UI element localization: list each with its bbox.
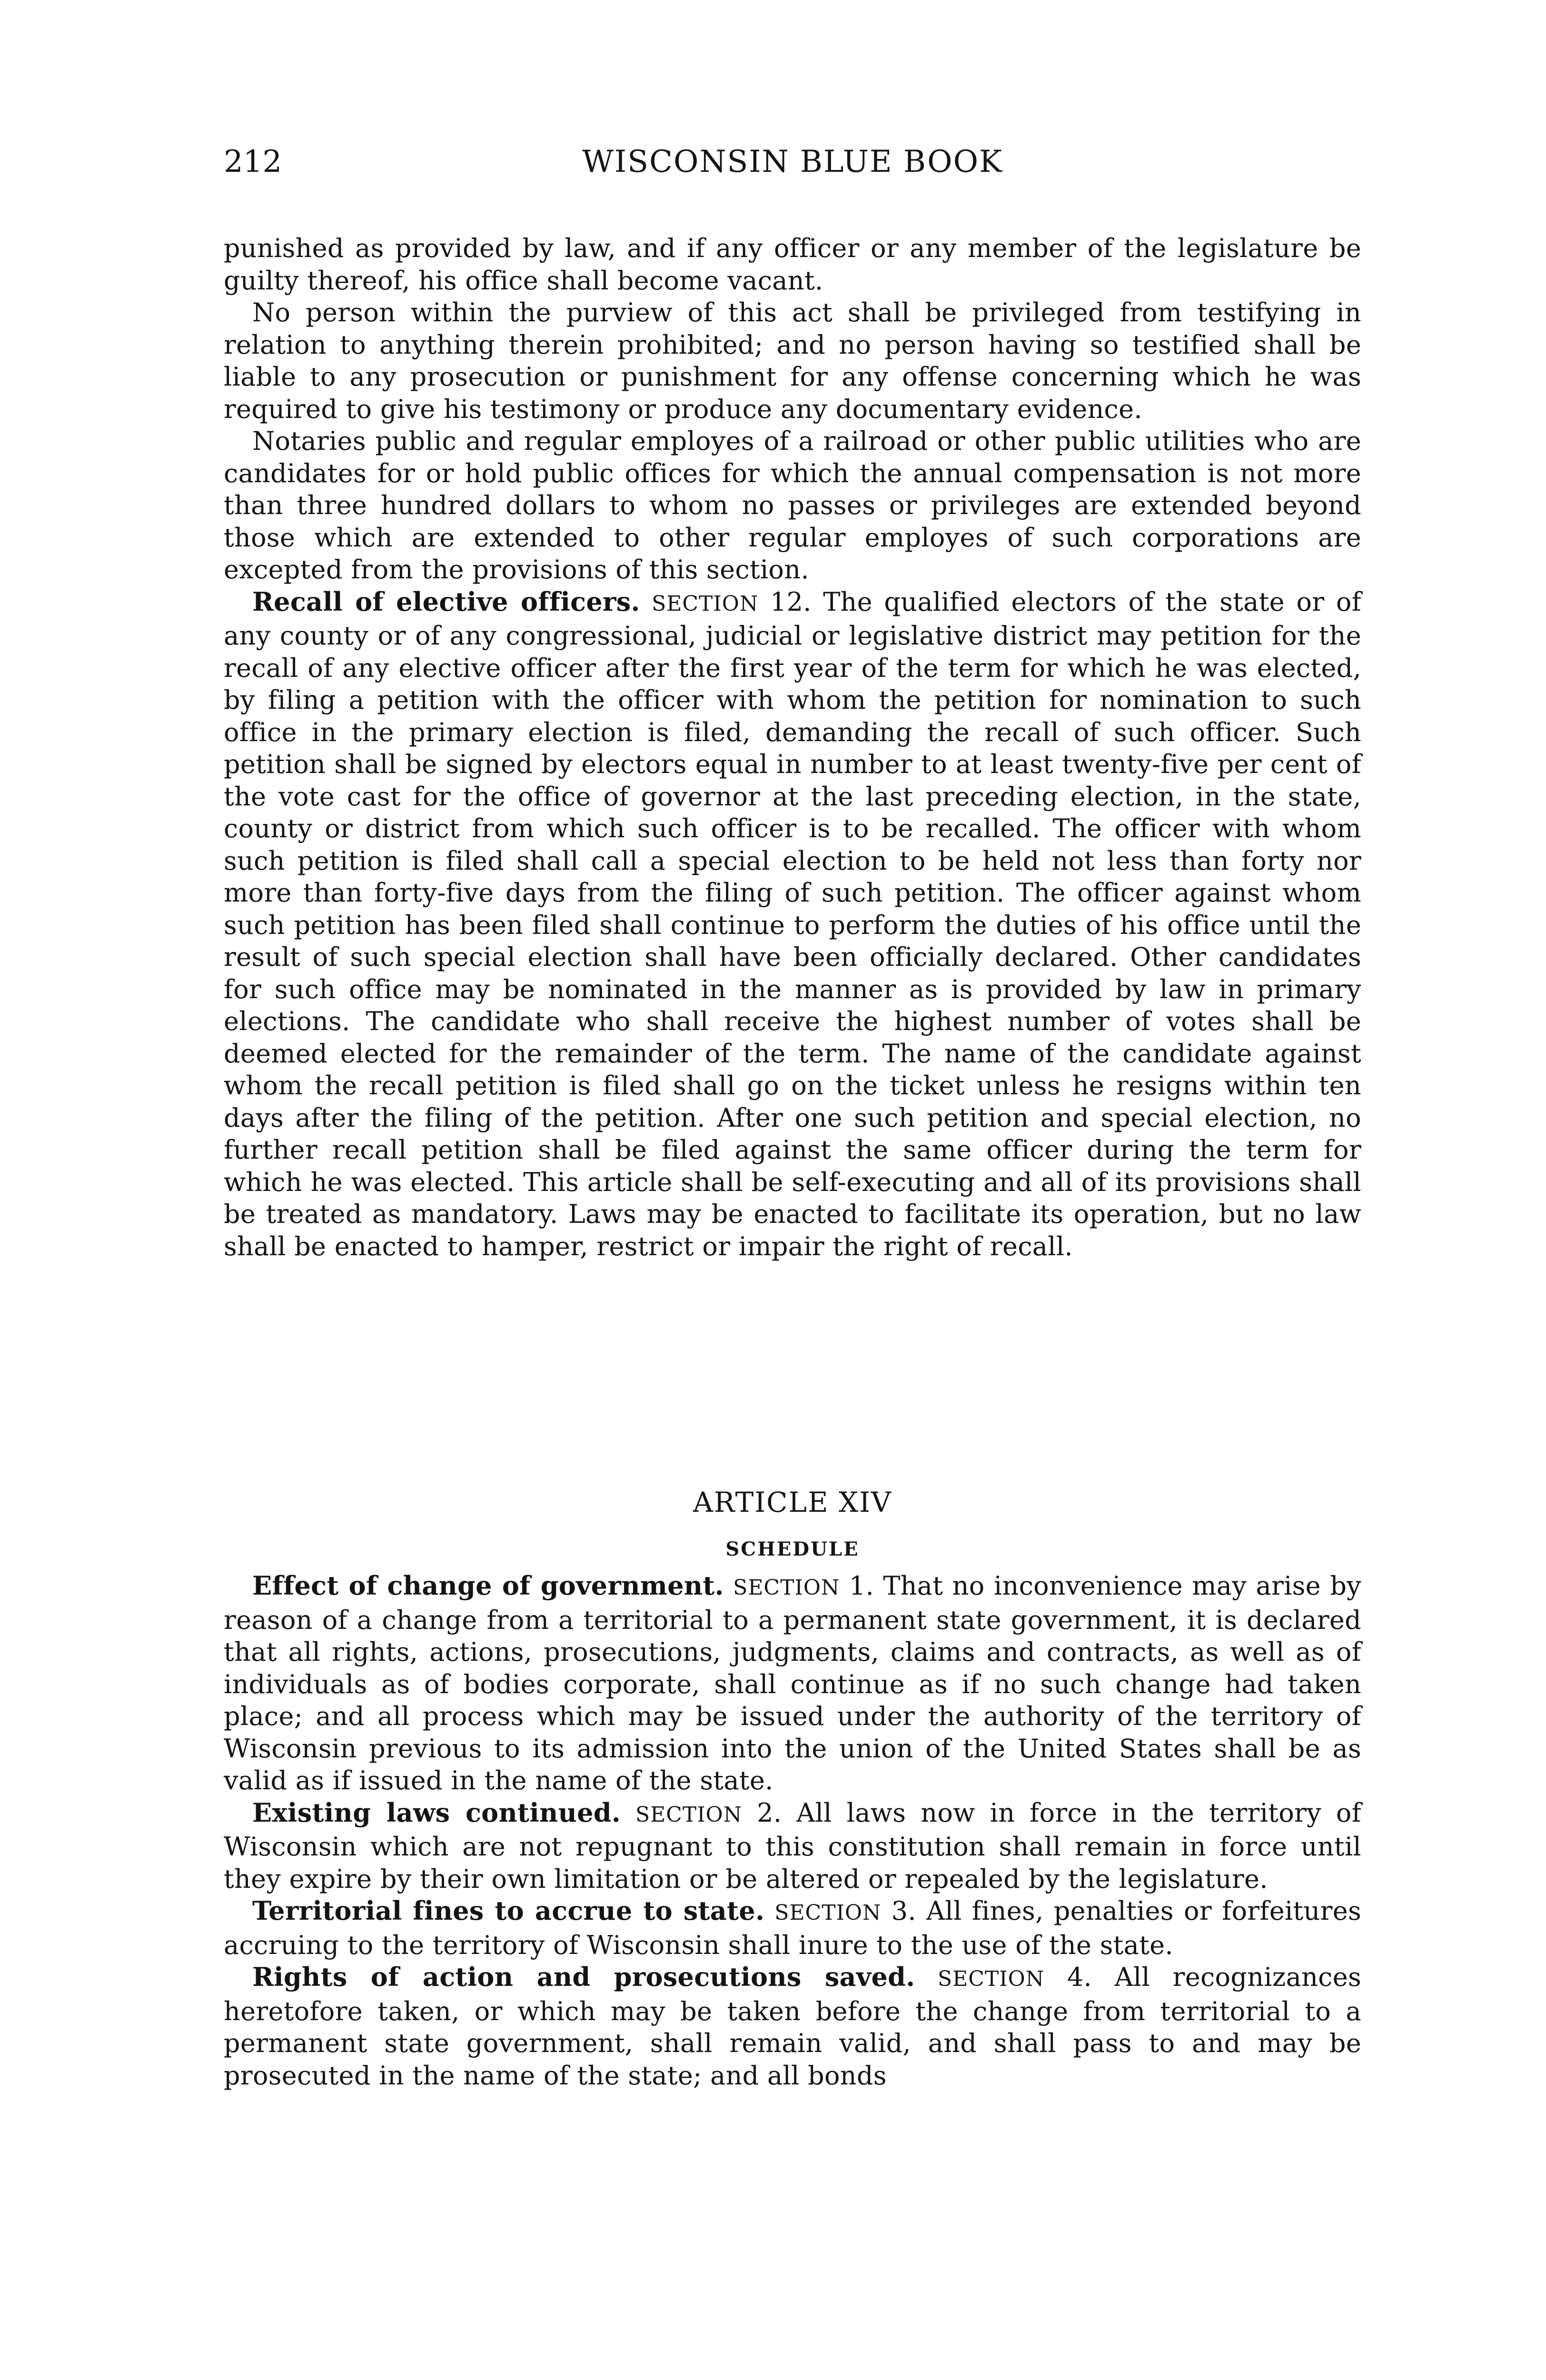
section-heading: Existing laws continued.	[252, 1797, 621, 1828]
section-heading: Territorial fines to accrue to state.	[252, 1895, 765, 1926]
section-number: 12.	[770, 586, 812, 617]
section-3-territorial-fines	[224, 1895, 1361, 1961]
section-text: That no inconvenience may arise by reason of a change from a territorial to a permanent state government, it is declared that all rights, actions, prosecutions, judgments, claims and contracts, as well as of individuals as of bodies corporate, shall continue as if no such change had taken place; and all process which may be issued under the authority of the territory of Wisconsin previous to its admission into the union of the United States shall be as valid as if issued in the name of the state.	[224, 1571, 1361, 1795]
section-heading: Rights of action and prosecutions saved.	[252, 1962, 915, 1992]
section-12-recall	[224, 586, 1361, 1263]
section-text: All fines, penalties or forfeitures accruing to the territory of Wisconsin shall inure to the use of the state.	[224, 1896, 1361, 1960]
paragraph-notaries: Notaries public and regular employes of a railroad or other public utilities who are candidates for or hold public offices for which the annual compensation is not more than three hundred dollars to whom no passes or privileges are extended beyond those which are extended to other regular employes of such corporations are excepted from the provisions of this section.	[224, 426, 1361, 585]
page-header	[224, 143, 1361, 181]
schedule-text-block	[224, 1570, 1361, 2092]
section-4-rights-of-action	[224, 1961, 1361, 2092]
section-label: SECTION	[774, 1901, 882, 1925]
section-label: SECTION	[937, 1967, 1045, 1991]
section-label: SECTION	[635, 1802, 743, 1827]
page-number: 212	[224, 144, 282, 179]
section-heading: Recall of elective officers.	[252, 586, 640, 617]
section-text: All laws now in force in the territory of Wisconsin which are not repugnant to this constitution shall remain in force until they expire by their own limitation or be altered or repealed by the legislature.	[224, 1797, 1361, 1894]
section-1-effect-of-change	[224, 1570, 1361, 1797]
section-label: SECTION	[652, 591, 759, 616]
section-number: 1.	[849, 1571, 874, 1601]
section-number: 3.	[891, 1896, 916, 1926]
paragraph-continuation: punished as provided by law, and if any officer or any member of the legislature be guilty thereof, his office shall become vacant.	[224, 233, 1361, 296]
paragraph-no-privilege: No person within the purview of this act shall be privileged from testifying in relation to anything therein prohibited; and no person having so testified shall be liable to any prosecution or punishment for any offense concerning which he was required to give his testimony or produce any documentary evidence.	[224, 298, 1361, 424]
section-label: SECTION	[733, 1576, 840, 1600]
top-text-block	[224, 232, 1361, 1262]
section-number: 4.	[1067, 1962, 1092, 1992]
article-subtitle: SCHEDULE	[725, 1538, 860, 1560]
section-number: 2.	[757, 1797, 782, 1828]
section-heading: Effect of change of government.	[252, 1570, 724, 1601]
section-2-existing-laws	[224, 1797, 1361, 1895]
section-text: The qualified electors of the state or of any county or of any congressional, judicial or legislative district may petition for the recall of any elective officer after the first year of the term for which he was elected, by filing a petition with the officer with whom the petition for nomination to such office in the primary election is filed, demanding the recall of such officer. Such petition shall be signed by electors equal in number to at least twenty-five per cent of the vote cast for the office of governor at the last preceding election, in the state, county or district from which such officer is to be recalled. The officer with whom such petition is filed shall call a special election to be held not less than forty nor more than forty-five days from the filing of such petition. The officer against whom such petition has been filed shall continue to perform the duties of his office until the result of such special election shall have been officially declared. Other candidates for such office may be nominated in the manner as is provided by law in primary elections. The candidate who shall receive the highest number of votes shall be deemed elected for the remainder of the term. The name of the candidate against whom the recall petition is filed shall go on the ticket unless he resigns within ten days after the filing of the petition. After one such petition and special election, no further recall petition shall be filed against the same officer during the term for which he was elected. This article shall be self-executing and all of its provisions shall be treated as mandatory. Laws may be enacted to facilitate its operation, but no law shall be enacted to hamper, restrict or impair the right of recall.	[224, 586, 1361, 1261]
section-text: All recognizances heretofore taken, or which may be taken before the change from territorial to a permanent state government, shall remain valid, and shall pass to and may be prosecuted in the name of the state; and all bonds	[224, 1962, 1361, 2091]
article-title: ARTICLE XIV	[693, 1486, 892, 1518]
running-title: WISCONSIN BLUE BOOK	[582, 144, 1003, 179]
